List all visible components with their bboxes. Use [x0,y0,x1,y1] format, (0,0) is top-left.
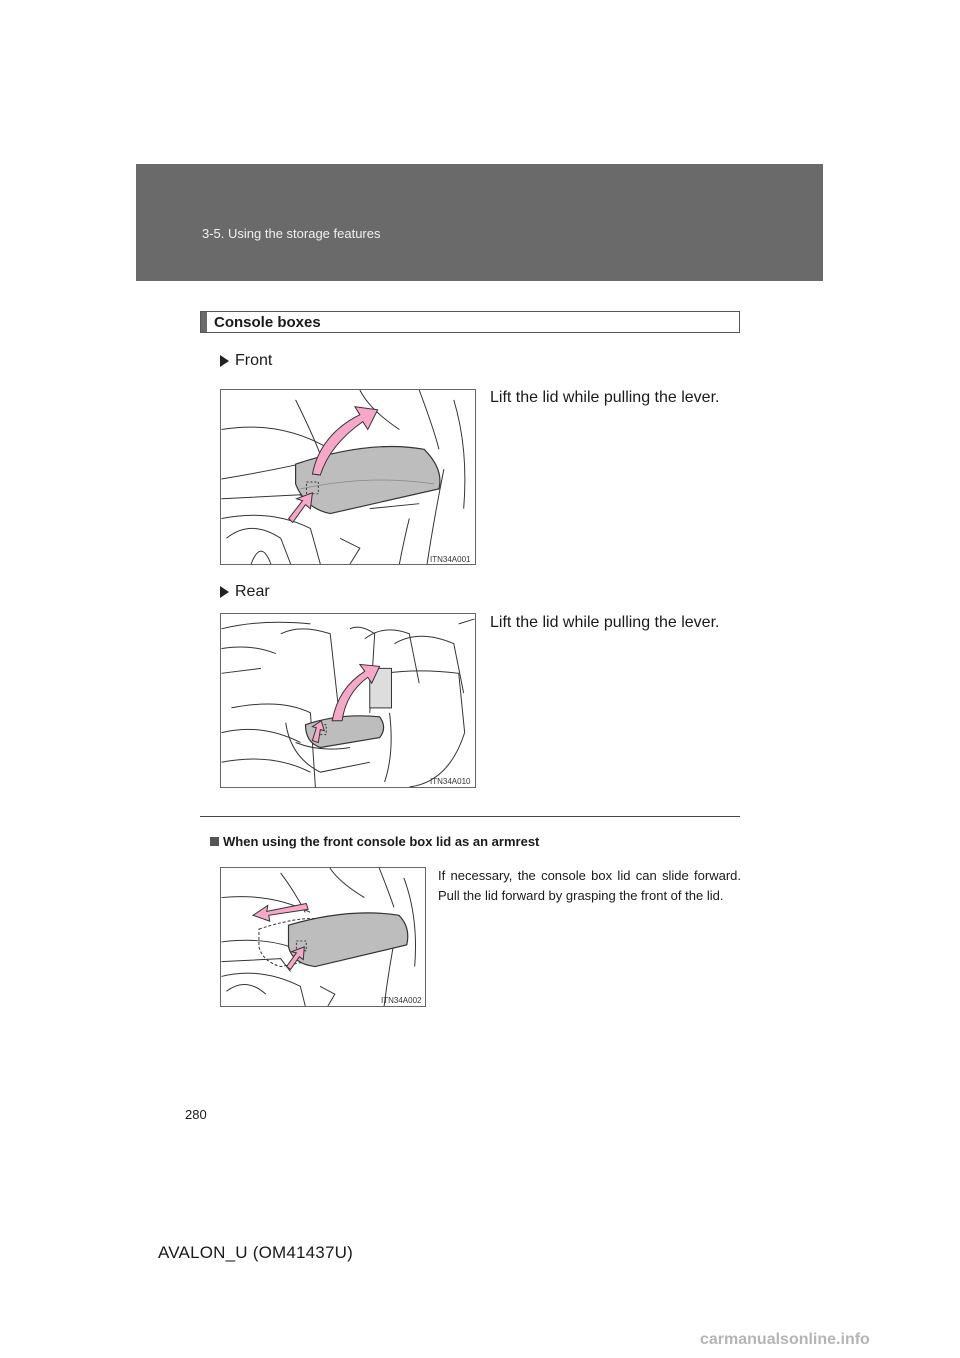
note-text: If necessary, the console box lid can slide forward. Pull the lid forward by grasping the front of the lid. [438,868,741,903]
header-band [136,164,823,281]
figure-code-front: ITN34A001 [430,555,471,564]
figure-code-armrest: ITN34A002 [381,996,422,1005]
triangle-bullet-icon [220,586,229,598]
note-heading-text: When using the front console box lid as an armrest [223,834,540,849]
square-bullet-icon [210,837,219,846]
section-divider [200,816,740,817]
note-heading [210,834,539,849]
item-label-text: Rear [235,583,270,600]
section-heading [200,311,740,333]
front-console-svg [221,390,475,564]
triangle-bullet-icon [220,355,229,367]
figure-code-rear: ITN34A010 [430,777,471,786]
section-title: Console boxes [214,313,321,331]
footer-model: AVALON_U (OM41437U) [158,1243,353,1262]
watermark: carmanualsonline.info [700,1331,870,1348]
front-description: Lift the lid while pulling the lever. [490,389,720,406]
front-console-illustration [220,389,476,565]
rear-console-illustration [220,613,476,788]
header-section-title: 3-5. Using the storage features [202,226,381,241]
item-label-text: Front [235,352,273,369]
item-label-rear [220,583,270,601]
heading-bar [201,312,207,332]
item-label-front [220,352,272,370]
page-number: 280 [185,1107,207,1122]
rear-console-svg [221,614,475,787]
rear-description: Lift the lid while pulling the lever. [490,614,720,631]
armrest-slide-svg [221,868,425,1006]
armrest-slide-illustration [220,867,426,1007]
